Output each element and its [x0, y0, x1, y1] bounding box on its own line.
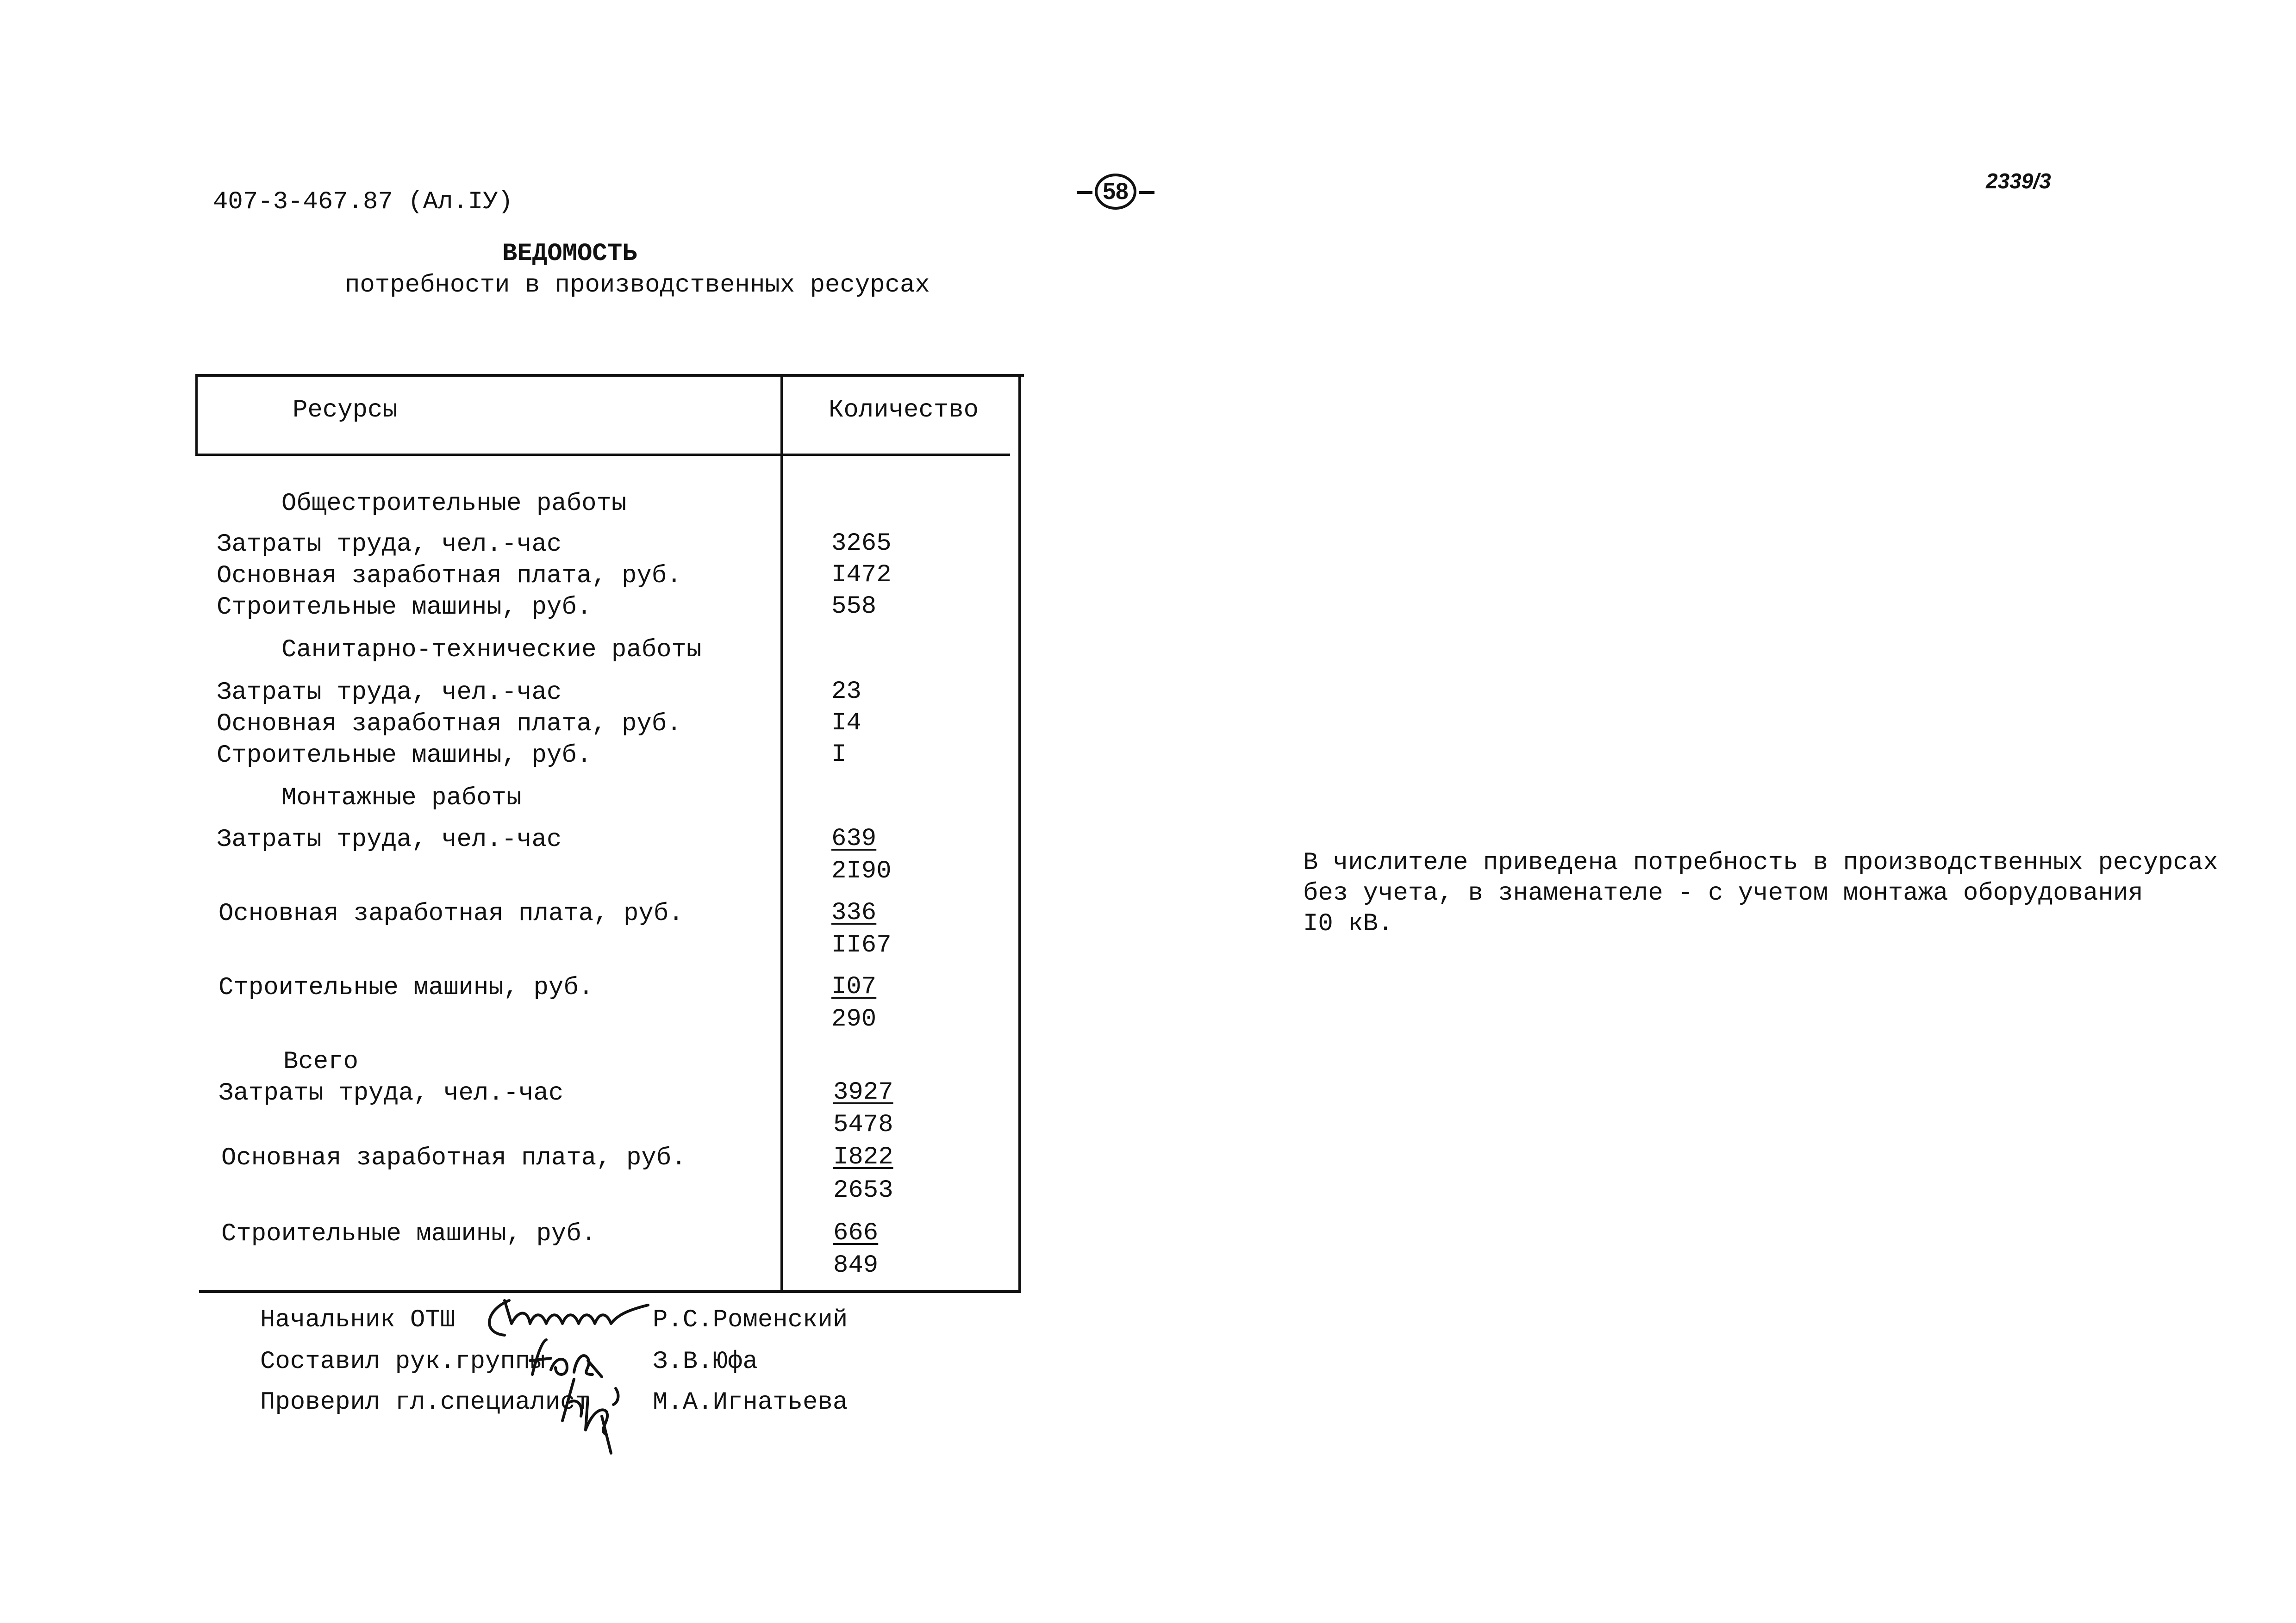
table-row-label: Строительные машины, руб. — [217, 593, 592, 622]
footnote-line: без учета, в знаменателе - с учетом монтажа оборудования — [1303, 879, 2143, 908]
signature-name: Р.С.Роменский — [653, 1306, 848, 1334]
archive-number: 2339/3 — [1986, 169, 2051, 193]
table-top-border — [195, 374, 1024, 377]
table-row-denominator: 2I90 — [831, 857, 892, 885]
table-row-numerator: 639 — [831, 825, 877, 853]
table-header-divider — [195, 454, 1010, 456]
table-row-value: I — [831, 740, 847, 769]
document-code: 407-3-467.87 (Ал.IУ) — [213, 188, 513, 216]
footnote-line: I0 кВ. — [1303, 910, 1393, 938]
section-title: Общестроительные работы — [281, 490, 627, 518]
signature-role: Проверил гл.специалист — [260, 1388, 590, 1417]
table-row-label: Основная заработная плата, руб. — [218, 900, 684, 928]
column-header-resources: Ресурсы — [293, 396, 398, 424]
table-row-denominator: 290 — [831, 1005, 877, 1033]
signature-name: М.А.Игнатьева — [653, 1388, 848, 1417]
table-row-label: Строительные машины, руб. — [221, 1220, 597, 1248]
table-row-numerator: 336 — [831, 899, 877, 927]
table-right-border — [1018, 374, 1021, 1291]
table-row-label: Основная заработная плата, руб. — [217, 710, 682, 738]
signature-role: Составил рук.группы — [260, 1348, 545, 1376]
table-row-denominator: 5478 — [833, 1111, 893, 1139]
table-row-value: 3265 — [831, 529, 892, 558]
table-row-numerator: 3927 — [833, 1078, 893, 1107]
column-header-quantity: Количество — [829, 396, 979, 424]
table-row-label: Строительные машины, руб. — [217, 741, 592, 770]
table-row-numerator: I822 — [833, 1143, 893, 1171]
table-row-denominator: 2653 — [833, 1176, 893, 1205]
page-number-text: 58 — [1103, 178, 1129, 204]
table-row-denominator: II67 — [831, 931, 892, 959]
table-row-denominator: 849 — [833, 1251, 879, 1280]
table-row-label: Затраты труда, чел.-час — [218, 1079, 564, 1107]
section-title: Всего — [283, 1048, 359, 1076]
page-number — [1074, 172, 1157, 211]
table-row-label: Затраты труда, чел.-час — [217, 678, 562, 707]
table-column-divider — [780, 374, 783, 1291]
table-row-label: Затраты труда, чел.-час — [217, 530, 562, 559]
section-title: Монтажные работы — [281, 784, 522, 812]
table-row-label: Строительные машины, руб. — [218, 974, 594, 1002]
table-row-label: Основная заработная плата, руб. — [217, 562, 682, 590]
table-row-value: 558 — [831, 592, 877, 621]
table-row-value: I4 — [831, 709, 861, 737]
footnote-line: В числителе приведена потребность в производственных ресурсах — [1303, 849, 2218, 877]
table-left-border — [195, 374, 198, 454]
table-row-numerator: I07 — [831, 973, 877, 1001]
table-row-label: Основная заработная плата, руб. — [221, 1144, 686, 1172]
table-row-value: I472 — [831, 561, 892, 589]
document-subtitle: потребности в производственных ресурсах — [345, 271, 930, 299]
signature-role: Начальник ОТШ — [260, 1306, 455, 1334]
handwritten-signature-ignatieva — [555, 1370, 630, 1464]
document-title: ВЕДОМОСТЬ — [502, 240, 637, 268]
table-row-numerator: 666 — [833, 1219, 879, 1247]
table-row-label: Затраты труда, чел.-час — [217, 826, 562, 854]
section-title: Санитарно-технические работы — [281, 636, 702, 664]
table-row-value: 23 — [831, 678, 861, 706]
signature-name: З.В.Юфа — [653, 1348, 758, 1376]
